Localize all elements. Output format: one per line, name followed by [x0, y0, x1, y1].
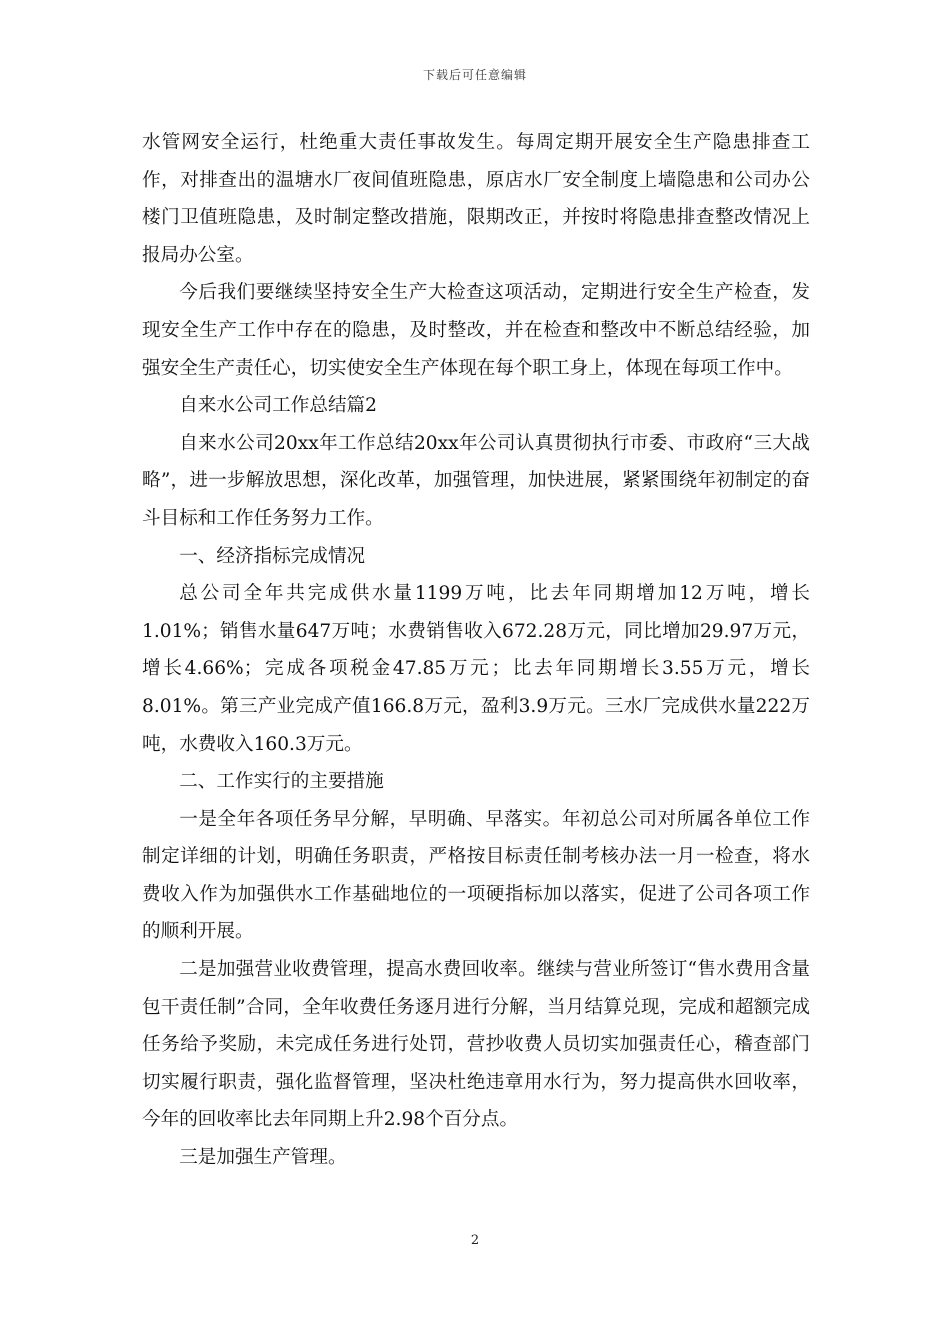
- heading-economic-indicators: 一、经济指标完成情况: [179, 545, 366, 567]
- paragraph-summary-intro: 自来水公司20xx年工作总结20xx年公司认真贯彻执行市委、市政府“三大战略”，进一步解放思想，深化改革，加强管理，加快进展，紧紧围绕年初制定的奋斗目标和工作任务努力工作。: [142, 432, 810, 529]
- paragraph-measure-three: 三是加强生产管理。: [179, 1147, 347, 1169]
- paragraph-economic-figures: 总公司全年共完成供水量1199万吨，比去年同期增加12万吨，增长1.01%；销售水量647万吨；水费销售收入672.28万元，同比增加29.97万元，增长4.66%；完成各项税金47.85万元；比去年同期增长3.55万元，增长8.01%。第三产业完成产值166.8万元，盈利3.9万元。三水厂完成供水量222万吨，水费收入160.3万元。: [142, 583, 810, 755]
- paragraph-measure-one: 一是全年各项任务早分解，早明确、早落实。年初总公司对所属各单位工作制定详细的计划，明确任务职责，严格按目标责任制考核办法一月一检查，将水费收入作为加强供水工作基础地位的一项硬指标加以落实，促进了公司各项工作的顺利开展。: [142, 808, 810, 943]
- page-header: 下载后可任意编辑: [422, 68, 527, 82]
- paragraph-measure-two: 二是加强营业收费管理，提高水费回收率。继续与营业所签订“售水费用含量包干责任制”合同，全年收费任务逐月进行分解，当月结算兑现，完成和超额完成任务给予奖励，未完成任务进行处罚，营抄收费人员切实加强责任心，稽查部门切实履行职责，强化监督管理，坚决杜绝违章用水行为，努力提高供水回收率，今年的回收率比去年同期上升2.98个百分点。: [142, 959, 810, 1131]
- page-number: 2: [470, 1233, 480, 1248]
- document-body: [142, 124, 810, 1177]
- paragraph-safety-future: 今后我们要继续坚持安全生产大检查这项活动，定期进行安全生产检查，发现安全生产工作中存在的隐患，及时整改，并在检查和整改中不断总结经验，加强安全生产责任心，切实使安全生产体现在每个职工身上，体现在每项工作中。: [142, 282, 810, 379]
- paragraph-safety-inspection: 水管网安全运行，杜绝重大责任事故发生。每周定期开展安全生产隐患排查工作，对排查出的温塘水厂夜间值班隐患，原店水厂安全制度上墙隐患和公司办公楼门卫值班隐患，及时制定整改措施，限期改正，并按时将隐患排查整改情况上报局办公室。: [142, 132, 810, 266]
- section-title-summary-2: 自来水公司工作总结篇2: [179, 395, 377, 417]
- heading-main-measures: 二、工作实行的主要措施: [179, 771, 384, 793]
